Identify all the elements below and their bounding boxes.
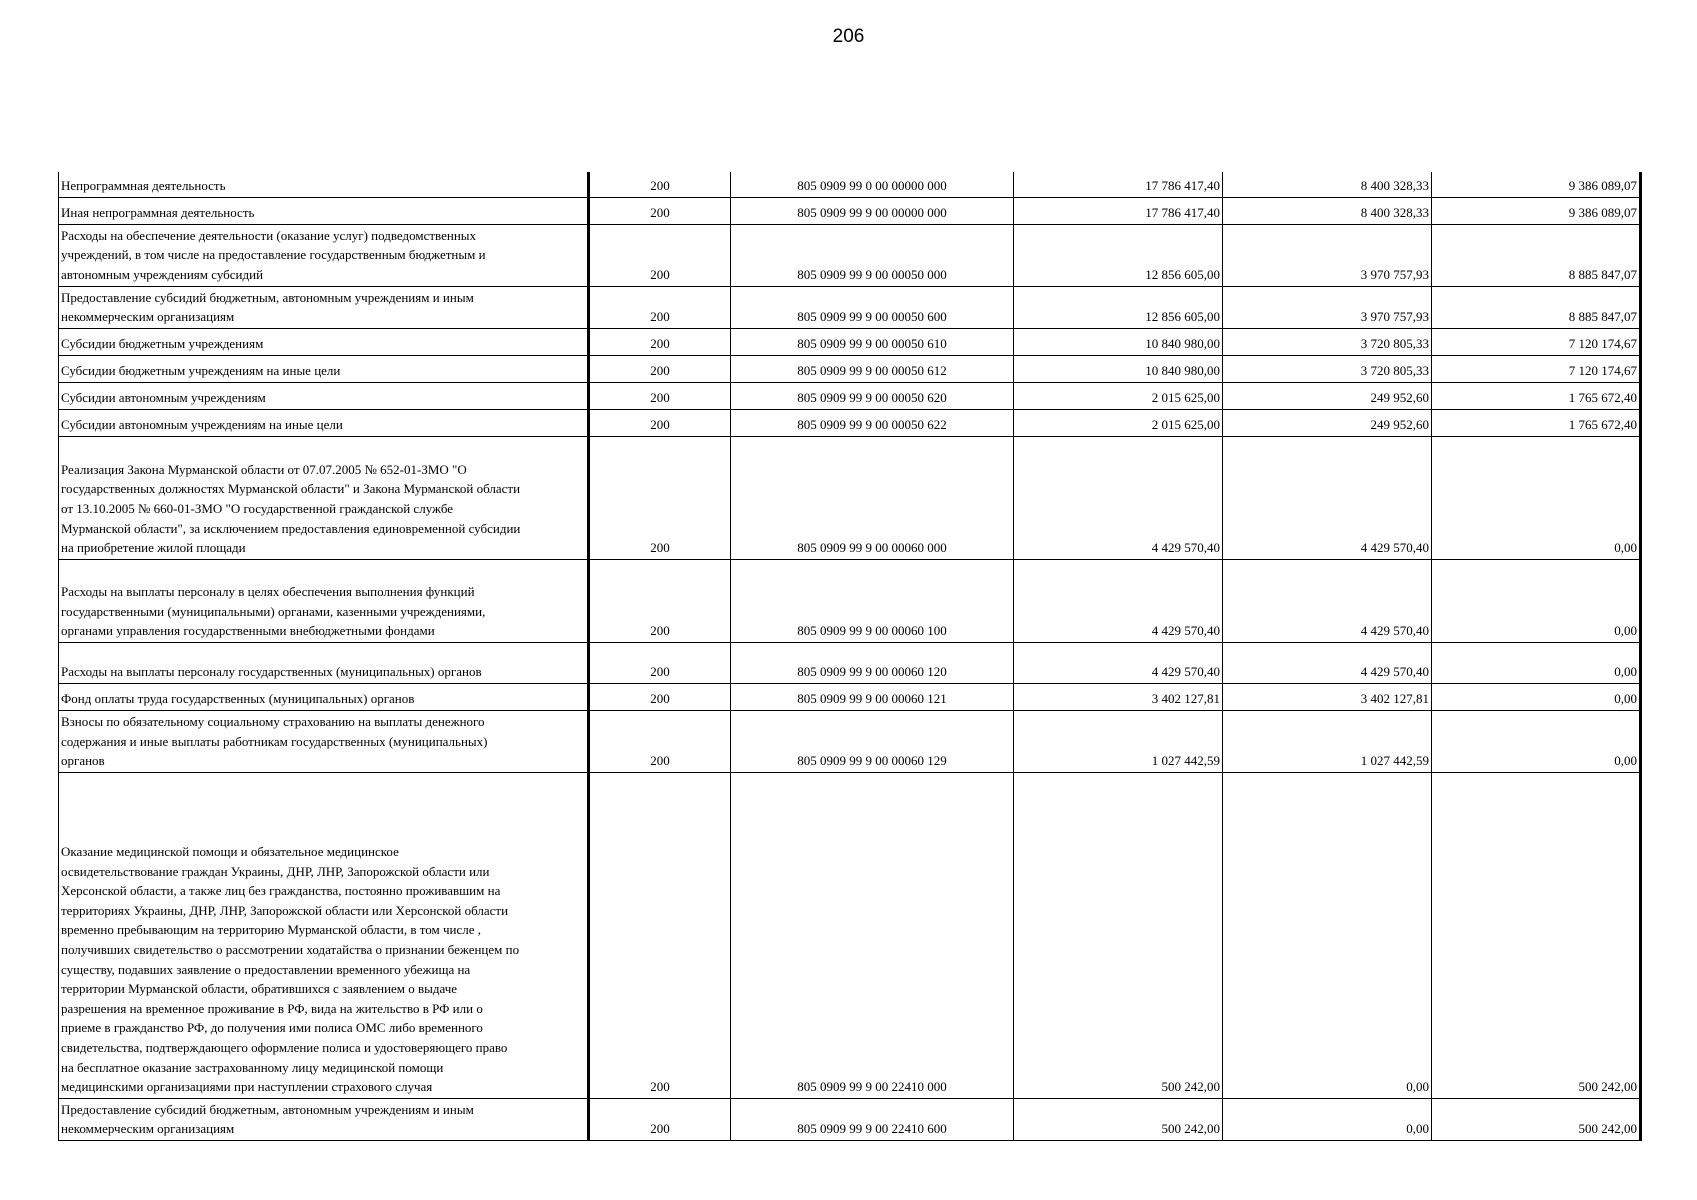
row-line-code: 200 bbox=[589, 286, 731, 328]
row-executed: 0,00 bbox=[1223, 1098, 1432, 1140]
row-executed: 8 400 328,33 bbox=[1223, 172, 1432, 197]
row-budget-code: 805 0909 99 9 00 00060 000 bbox=[731, 436, 1014, 559]
row-name: Предоставление субсидий бюджетным, автономным учреждениям и иным некоммерческим организациям bbox=[59, 286, 589, 328]
row-name: Расходы на выплаты персоналу государственных (муниципальных) органов bbox=[59, 642, 589, 683]
row-budget-code: 805 0909 99 9 00 00050 600 bbox=[731, 286, 1014, 328]
row-line-code: 200 bbox=[589, 355, 731, 382]
row-unexecuted: 1 765 672,40 bbox=[1432, 409, 1641, 436]
table-row bbox=[59, 772, 1641, 1098]
row-line-code: 200 bbox=[589, 772, 731, 1098]
row-unexecuted: 0,00 bbox=[1432, 683, 1641, 710]
row-line-code: 200 bbox=[589, 197, 731, 224]
row-budget-code: 805 0909 99 9 00 00050 000 bbox=[731, 224, 1014, 286]
row-name: Расходы на обеспечение деятельности (оказание услуг) подведомственных учреждений, в том числе на предоставление государственным бюджетным и автономным учреждениям субсидий bbox=[59, 224, 589, 286]
table-row bbox=[59, 642, 1641, 683]
page-number: 206 bbox=[832, 26, 865, 47]
row-line-code: 200 bbox=[589, 382, 731, 409]
row-executed: 3 970 757,93 bbox=[1223, 224, 1432, 286]
row-unexecuted: 500 242,00 bbox=[1432, 772, 1641, 1098]
row-executed: 249 952,60 bbox=[1223, 382, 1432, 409]
table-row bbox=[59, 382, 1641, 409]
row-budget-code: 805 0909 99 9 00 00060 100 bbox=[731, 559, 1014, 642]
row-approved: 17 786 417,40 bbox=[1014, 197, 1223, 224]
row-approved: 12 856 605,00 bbox=[1014, 224, 1223, 286]
row-unexecuted: 8 885 847,07 bbox=[1432, 286, 1641, 328]
row-line-code: 200 bbox=[589, 328, 731, 355]
row-name: Оказание медицинской помощи и обязательное медицинское освидетельствование граждан Украины, ДНР, ЛНР, Запорожской области или Херсонской области, а также лиц без гражданства, постоянно проживавшим на территориях Украины, ДНР, ЛНР, Запорожской области или Херсонской области временно пребывающим на территорию Мурманской области, в том числе , получивших свидетельство о рассмотрении ходатайства о признании беженцем по существу, подавших заявление о предоставлении временного убежища на территории Мурманской области, обратившихся с заявлением о выдаче разрешения на временное проживание в РФ, вида на жительство в РФ или о приеме в гражданство РФ, до получения ими полиса ОМС либо временного свидетельства, подтверждающего оформление полиса и удостоверяющего право на бесплатное оказание застрахованному лицу медицинской помощи медицинскими организациями при наступлении страхового случая bbox=[59, 772, 589, 1098]
row-unexecuted: 0,00 bbox=[1432, 559, 1641, 642]
row-executed: 3 970 757,93 bbox=[1223, 286, 1432, 328]
row-executed: 4 429 570,40 bbox=[1223, 436, 1432, 559]
table-row bbox=[59, 559, 1641, 642]
row-executed: 1 027 442,59 bbox=[1223, 710, 1432, 772]
table-row bbox=[59, 355, 1641, 382]
row-approved: 4 429 570,40 bbox=[1014, 559, 1223, 642]
row-approved: 2 015 625,00 bbox=[1014, 382, 1223, 409]
row-budget-code: 805 0909 99 0 00 00000 000 bbox=[731, 172, 1014, 197]
row-approved: 10 840 980,00 bbox=[1014, 328, 1223, 355]
table-row bbox=[59, 224, 1641, 286]
row-line-code: 200 bbox=[589, 642, 731, 683]
row-budget-code: 805 0909 99 9 00 00060 121 bbox=[731, 683, 1014, 710]
row-line-code: 200 bbox=[589, 409, 731, 436]
budget-table bbox=[58, 172, 1642, 1141]
row-budget-code: 805 0909 99 9 00 00060 120 bbox=[731, 642, 1014, 683]
table-row bbox=[59, 409, 1641, 436]
row-executed: 4 429 570,40 bbox=[1223, 642, 1432, 683]
row-unexecuted: 7 120 174,67 bbox=[1432, 328, 1641, 355]
row-unexecuted: 0,00 bbox=[1432, 436, 1641, 559]
table-row bbox=[59, 197, 1641, 224]
row-approved: 1 027 442,59 bbox=[1014, 710, 1223, 772]
row-name: Субсидии бюджетным учреждениям bbox=[59, 328, 589, 355]
row-unexecuted: 7 120 174,67 bbox=[1432, 355, 1641, 382]
row-name: Иная непрограммная деятельность bbox=[59, 197, 589, 224]
row-executed: 8 400 328,33 bbox=[1223, 197, 1432, 224]
row-executed: 3 720 805,33 bbox=[1223, 355, 1432, 382]
row-line-code: 200 bbox=[589, 436, 731, 559]
row-approved: 2 015 625,00 bbox=[1014, 409, 1223, 436]
row-line-code: 200 bbox=[589, 172, 731, 197]
budget-table-body bbox=[59, 172, 1641, 1140]
row-executed: 249 952,60 bbox=[1223, 409, 1432, 436]
row-approved: 500 242,00 bbox=[1014, 1098, 1223, 1140]
row-budget-code: 805 0909 99 9 00 00000 000 bbox=[731, 197, 1014, 224]
row-unexecuted: 1 765 672,40 bbox=[1432, 382, 1641, 409]
row-line-code: 200 bbox=[589, 224, 731, 286]
row-name: Расходы на выплаты персоналу в целях обеспечения выполнения функций государственными (муниципальными) органами, казенными учреждениями, органами управления государственными внебюджетными фондами bbox=[59, 559, 589, 642]
row-name: Субсидии автономным учреждениям bbox=[59, 382, 589, 409]
row-unexecuted: 9 386 089,07 bbox=[1432, 197, 1641, 224]
row-line-code: 200 bbox=[589, 710, 731, 772]
table-row bbox=[59, 683, 1641, 710]
table-row bbox=[59, 172, 1641, 197]
row-approved: 3 402 127,81 bbox=[1014, 683, 1223, 710]
table-row bbox=[59, 1098, 1641, 1140]
row-budget-code: 805 0909 99 9 00 00050 610 bbox=[731, 328, 1014, 355]
row-budget-code: 805 0909 99 9 00 22410 000 bbox=[731, 772, 1014, 1098]
row-executed: 3 402 127,81 bbox=[1223, 683, 1432, 710]
row-approved: 4 429 570,40 bbox=[1014, 436, 1223, 559]
row-budget-code: 805 0909 99 9 00 00060 129 bbox=[731, 710, 1014, 772]
row-unexecuted: 8 885 847,07 bbox=[1432, 224, 1641, 286]
table-row bbox=[59, 710, 1641, 772]
row-name: Реализация Закона Мурманской области от 07.07.2005 № 652-01-ЗМО "О государственных должностях Мурманской области" и Закона Мурманской области от 13.10.2005 № 660-01-ЗМО "О государственной гражданской службе Мурманской области", за исключением предоставления единовременной субсидии на приобретение жилой площади bbox=[59, 436, 589, 559]
row-approved: 500 242,00 bbox=[1014, 772, 1223, 1098]
row-line-code: 200 bbox=[589, 683, 731, 710]
row-line-code: 200 bbox=[589, 559, 731, 642]
row-approved: 4 429 570,40 bbox=[1014, 642, 1223, 683]
row-executed: 0,00 bbox=[1223, 772, 1432, 1098]
row-name: Субсидии бюджетным учреждениям на иные цели bbox=[59, 355, 589, 382]
row-budget-code: 805 0909 99 9 00 00050 612 bbox=[731, 355, 1014, 382]
table-row bbox=[59, 328, 1641, 355]
row-name: Непрограммная деятельность bbox=[59, 172, 589, 197]
row-name: Взносы по обязательному социальному страхованию на выплаты денежного содержания и иные выплаты работникам государственных (муниципальных) органов bbox=[59, 710, 589, 772]
row-unexecuted: 0,00 bbox=[1432, 642, 1641, 683]
table-row bbox=[59, 286, 1641, 328]
row-executed: 4 429 570,40 bbox=[1223, 559, 1432, 642]
row-executed: 3 720 805,33 bbox=[1223, 328, 1432, 355]
row-approved: 17 786 417,40 bbox=[1014, 172, 1223, 197]
row-budget-code: 805 0909 99 9 00 00050 620 bbox=[731, 382, 1014, 409]
row-unexecuted: 9 386 089,07 bbox=[1432, 172, 1641, 197]
row-name: Субсидии автономным учреждениям на иные цели bbox=[59, 409, 589, 436]
row-unexecuted: 500 242,00 bbox=[1432, 1098, 1641, 1140]
table-row bbox=[59, 436, 1641, 559]
row-line-code: 200 bbox=[589, 1098, 731, 1140]
row-budget-code: 805 0909 99 9 00 22410 600 bbox=[731, 1098, 1014, 1140]
row-approved: 10 840 980,00 bbox=[1014, 355, 1223, 382]
row-unexecuted: 0,00 bbox=[1432, 710, 1641, 772]
row-budget-code: 805 0909 99 9 00 00050 622 bbox=[731, 409, 1014, 436]
row-name: Предоставление субсидий бюджетным, автономным учреждениям и иным некоммерческим организациям bbox=[59, 1098, 589, 1140]
row-name: Фонд оплаты труда государственных (муниципальных) органов bbox=[59, 683, 589, 710]
row-approved: 12 856 605,00 bbox=[1014, 286, 1223, 328]
